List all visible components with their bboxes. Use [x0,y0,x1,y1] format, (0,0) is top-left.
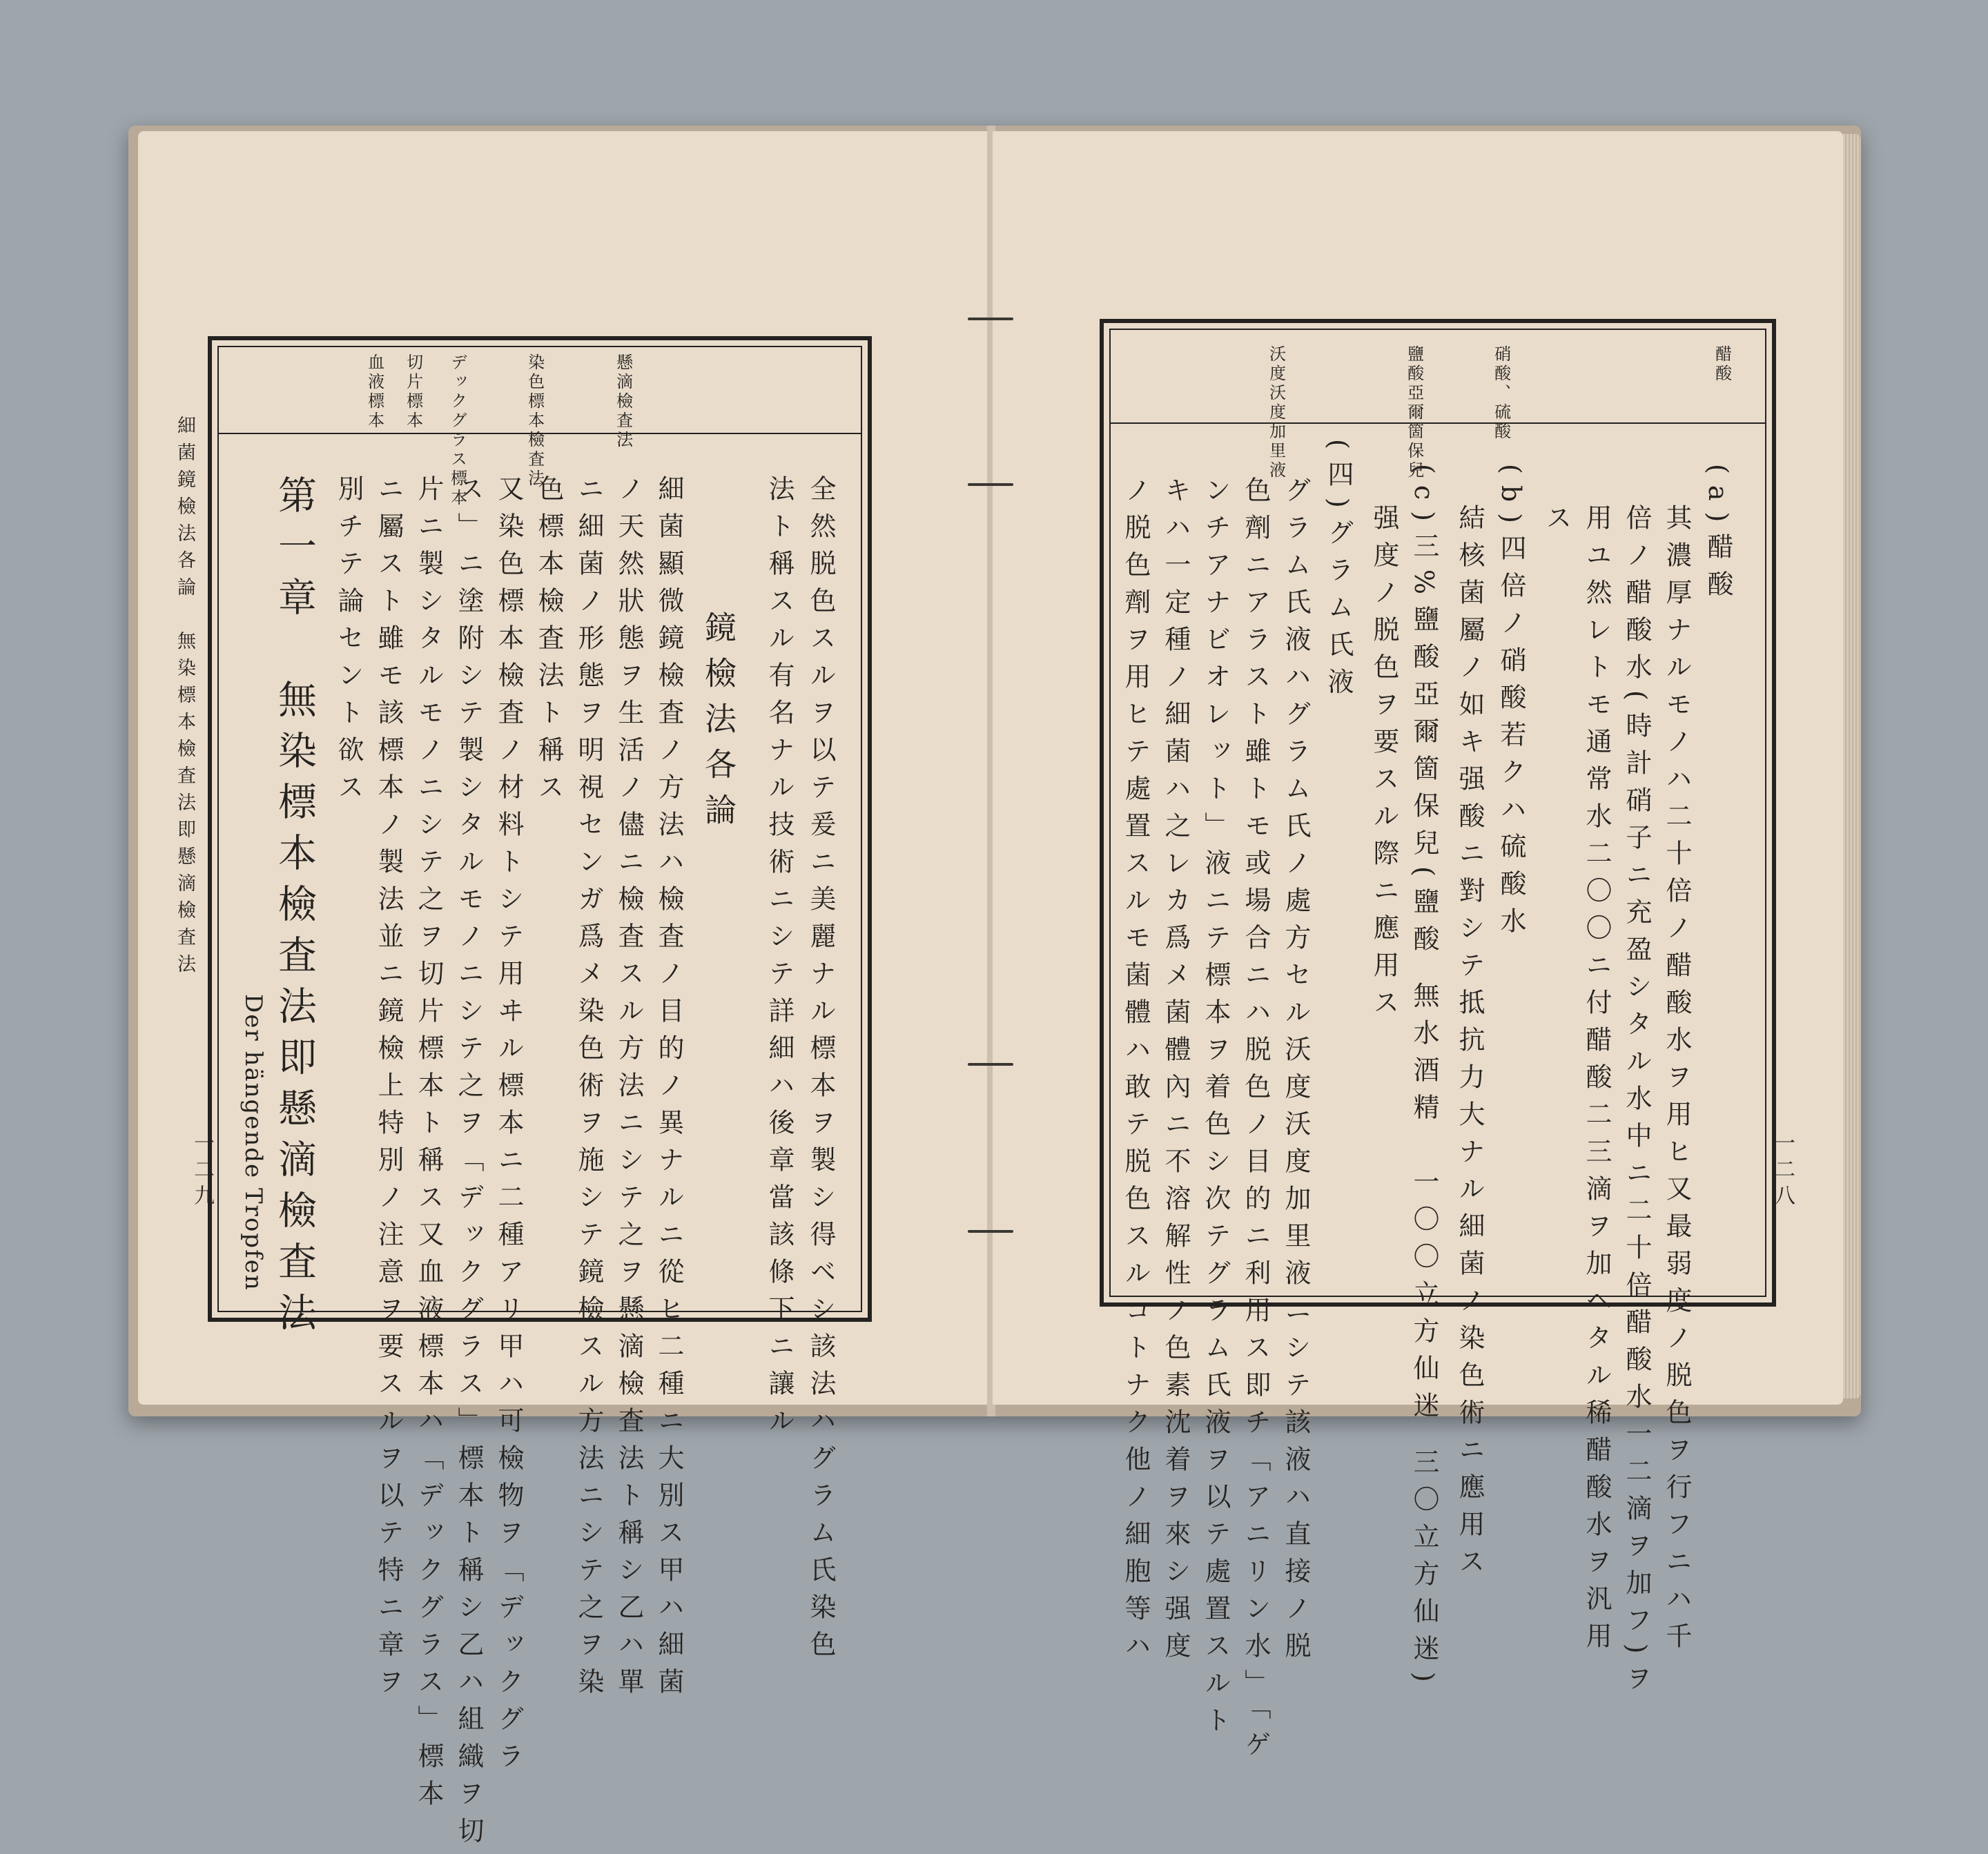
text-column: ニ屬スト雖モ該標本ノ製法並ニ鏡檢上特別ノ注意ヲ要スルヲ以テ特ニ章ヲ [373,475,404,1705]
text-column: 倍ノ醋酸水(時計硝子ニ充盈シタル水中ニ二十倍醋酸水一二滴ヲ加フ)ヲ [1621,504,1652,1702]
text-column: 結核菌屬ノ如キ强酸ニ對シテ抵抗力大ナル細菌ノ染色術ニ應用ス [1454,504,1485,1585]
page-edges [1843,134,1861,1398]
text-column: 用ユ然レトモ通常水二〇〇ニ付醋酸二三滴ヲ加ヘタル稀醋酸水ヲ汎用 [1581,504,1612,1659]
margin-note: 沃度沃度加里液 [1266,345,1286,480]
text-column: キハ一定種ノ細菌ハ之レカ爲メ菌體內ニ不溶解性ノ色素沈着ヲ來シ强度 [1160,476,1191,1669]
text-column: ス [1541,504,1572,541]
text-column: ス」ニ塗附シテ製シタルモノニシテ之ヲ「デックグラス」標本ト稱シ乙ハ組織ヲ切 [454,475,484,1854]
binding-stitch [968,1230,1013,1233]
chapter-title: 第一章 無染標本檢査法即懸滴檢査法 [272,475,317,1343]
text-column: (b)四倍ノ硝酸若クハ硫酸水 [1496,464,1526,944]
binding-stitch [968,1063,1013,1066]
binding-stitch [968,483,1013,486]
text-column: 色標本檢査法ト稱ス [534,475,564,810]
text-column: 法ト稱スル有名ナル技術ニシテ詳細ハ後章當該條下ニ讓ル [764,475,795,1444]
binding-stitch [968,318,1013,320]
margin-note: 鹽酸亞爾箇保兒 [1404,345,1424,480]
text-column: 別チテ論セント欲ス [333,475,364,810]
text-column: ノ天然狀態ヲ生活ノ儘ニ檢査スル方法ニシテ之ヲ懸滴檢査法ト稱シ乙ハ單 [614,475,644,1705]
notes-divider [1109,422,1766,424]
text-column: ンチアナビオレット」液ニテ標本ヲ着色シ次テグラム氏液ヲ以テ處置スルト [1200,476,1231,1744]
margin-note: 懸滴檢査法 [613,353,633,450]
text-column: 細菌顯微鏡檢査ノ方法ハ檢査ノ目的ノ異ナルニ從ヒ二種ニ大別ス甲ハ細菌 [654,475,684,1705]
text-column: 全然脱色スルヲ以テ爰ニ美麗ナル標本ヲ製シ得ベシ該法ハグラム氏染色 [806,475,836,1668]
text-column: ノ脱色劑ヲ用ヒテ處置スルモ菌體ハ敢テ脱色スルコトナク他ノ細胞等ハ [1120,476,1151,1669]
text-column: 强度ノ脱色ヲ要スル際ニ應用ス [1369,504,1399,1026]
text-column: 其濃厚ナルモノハ二十倍ノ醋酸水ヲ用ヒ又最弱度ノ脱色ヲ行フニハ千 [1661,504,1692,1659]
running-head: 細菌鏡檢法各論 無染標本檢査法即懸滴檢査法 [174,416,195,981]
margin-note: デックグラス標本 [447,353,467,508]
section-heading: 鏡檢法各論 [700,611,737,839]
text-column: 又染色標本檢査ノ材料トシテ用ヰル標本ニ二種アリ甲ハ可檢物ヲ「デックグラ [494,475,524,1779]
margin-note: 血液標本 [364,353,384,431]
text-column: グラム氏液ハグラム氏ノ處方セル沃度沃度加里液ニシテ該液ハ直接ノ脱 [1280,476,1311,1669]
page-number: 一二九 [190,1132,214,1211]
german-subtitle: Der hängende Tropfen [240,994,267,1291]
text-column: 色劑ニアラスト雖トモ或場合ニハ脱色ノ目的ニ利用ス即チ「アニリン水」「ゲ [1240,476,1271,1768]
margin-note: 切片標本 [403,353,423,431]
text-column: (a)醋酸 [1703,464,1733,608]
text-column: (四)グラム氏液 [1323,439,1354,705]
text-column: ニ細菌ノ形態ヲ明視センガ爲メ染色術ヲ施シテ鏡檢スル方法ニシテ之ヲ染 [574,475,604,1705]
margin-note: 硝酸、硫酸 [1491,345,1511,442]
text-column: 片ニ製シタルモノニシテ之ヲ切片標本ト稱ス又血液標本ハ「デックグラス」標本 [413,475,444,1817]
margin-note: 染色標本檢査法 [525,353,545,489]
page-number: 一二八 [1771,1132,1795,1211]
margin-note: 醋酸 [1712,345,1732,384]
text-column: (c)三%鹽酸亞爾箇保兒(鹽酸 無水酒精 一〇〇立方仙迷 三〇立方仙迷) [1409,464,1439,1693]
